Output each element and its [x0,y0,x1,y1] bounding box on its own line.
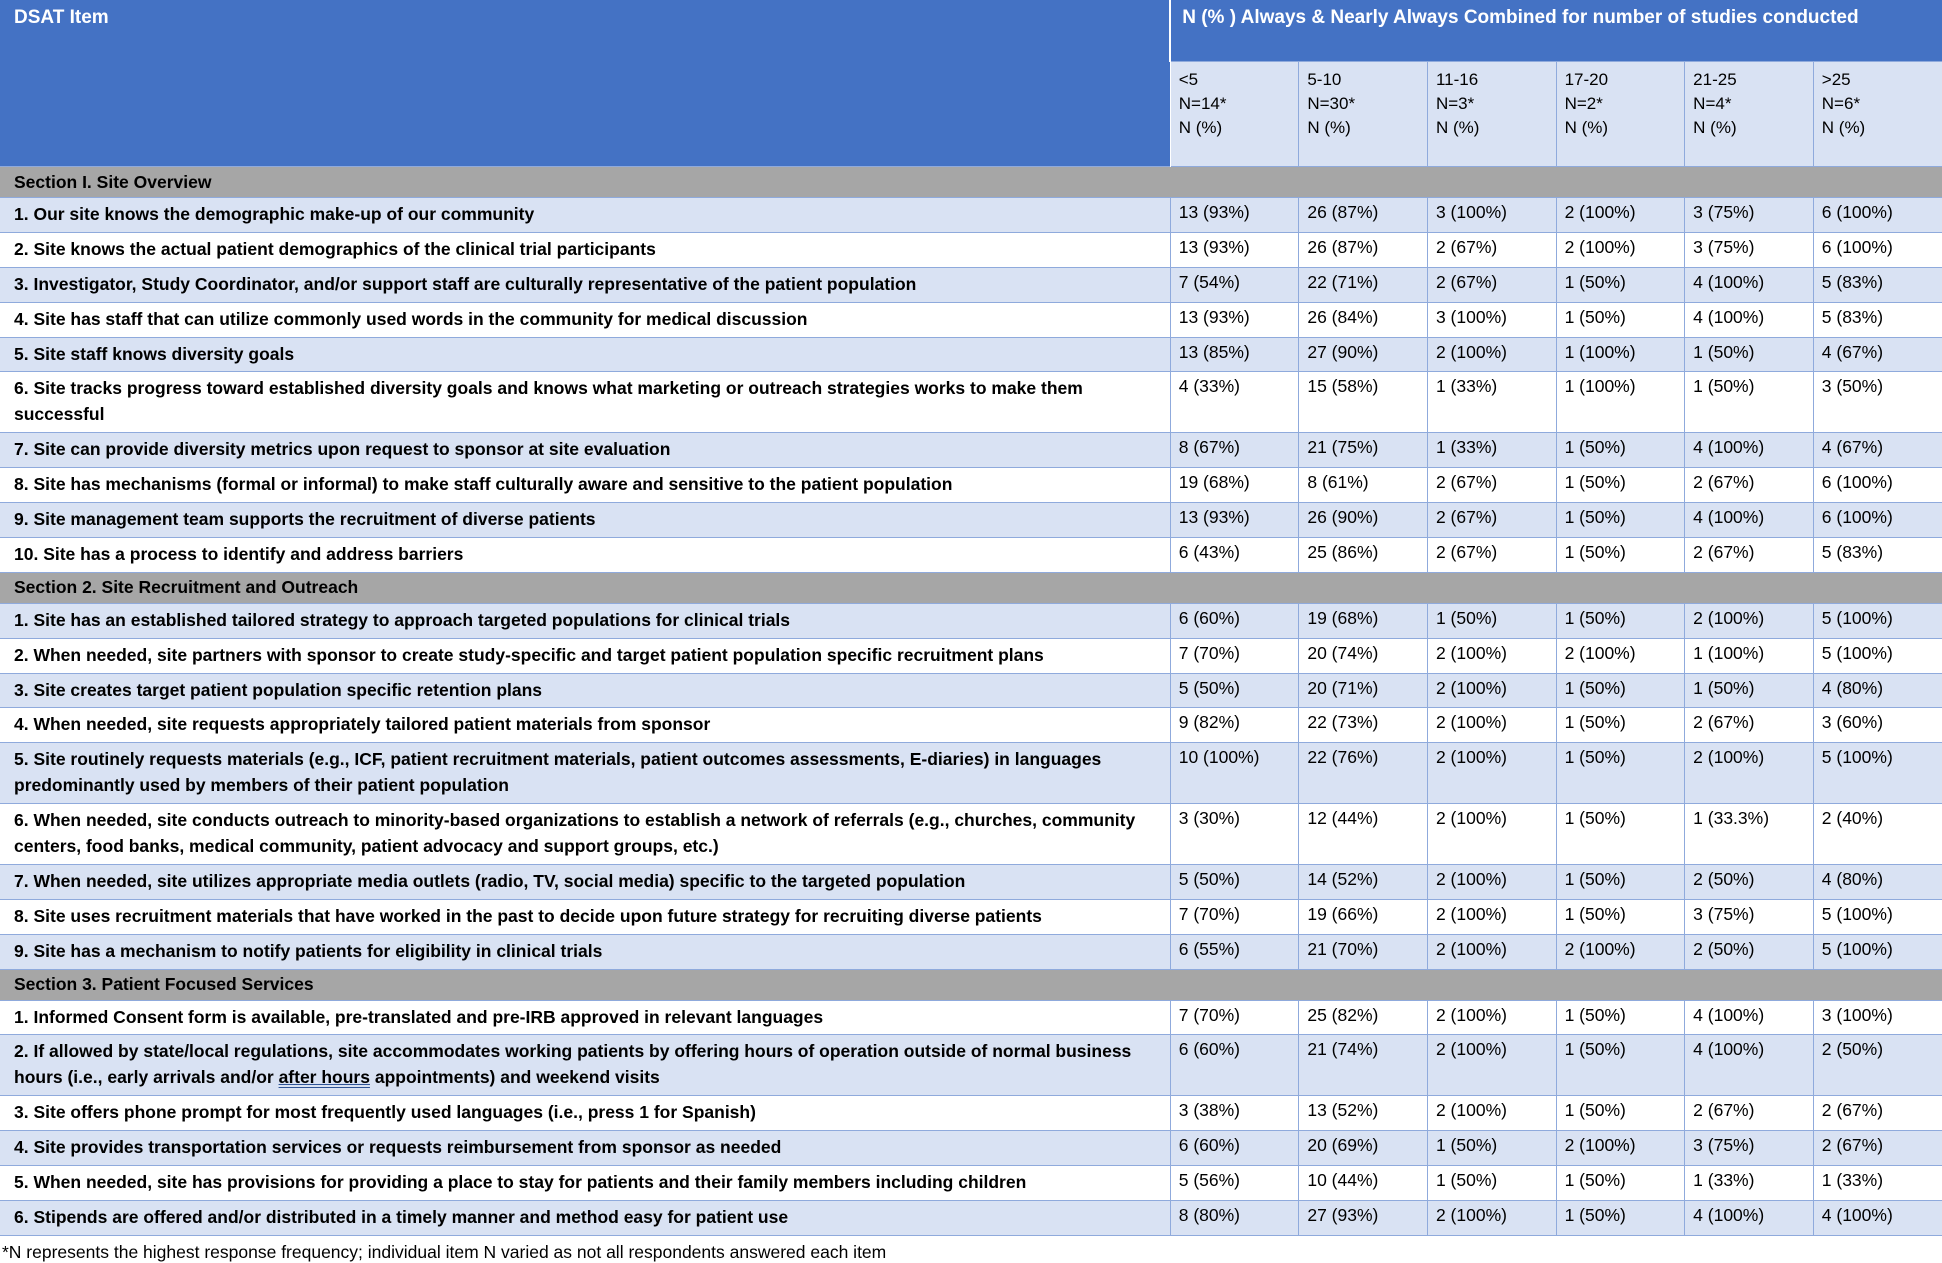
table-row [0,673,1942,708]
col-n-label: N=2* [1564,94,1603,114]
dsat-item-label: 3. Investigator, Study Coordinator, and/or support staff are culturally representative of the patient population [0,267,1170,302]
data-cell: 3 (75%) [1685,198,1814,233]
data-cell: 13 (93%) [1170,232,1299,267]
data-cell: 5 (50%) [1170,864,1299,899]
data-cell: 2 (67%) [1685,708,1814,743]
data-cell: 5 (100%) [1813,603,1942,638]
section-title: Section 3. Patient Focused Services [0,969,1170,1000]
dsat-item-label [0,1035,1170,1096]
col-range-label: <5 [1178,70,1199,89]
data-cell: 1 (100%) [1556,337,1685,372]
col-unit-label: N (%) [1693,118,1737,138]
data-cell: 19 (66%) [1299,899,1428,934]
col-n-label: N=14* [1178,94,1227,114]
data-cell: 3 (100%) [1427,302,1556,337]
data-cell: 1 (50%) [1556,468,1685,503]
data-cell: 8 (61%) [1299,468,1428,503]
after-hours-marked-text: after hours [278,1067,370,1088]
data-cell: 5 (83%) [1813,267,1942,302]
data-cell: 7 (70%) [1170,638,1299,673]
section-header-spacer [1170,167,1942,198]
data-cell: 4 (100%) [1685,267,1814,302]
data-cell: 13 (93%) [1170,198,1299,233]
item-text-pre: 2. If allowed by state/local regulations, site accommodates working patients by offering hours of operation outside of normal business hours (i.e., early arrivals and/or [14,1041,1132,1088]
col-n-label: N=4* [1693,94,1732,114]
table-row [0,934,1942,969]
data-cell: 2 (67%) [1813,1131,1942,1166]
data-cell: 2 (100%) [1427,934,1556,969]
data-cell: 1 (50%) [1556,899,1685,934]
col-n-label: N=6* [1821,94,1861,114]
data-cell: 2 (100%) [1556,198,1685,233]
data-cell: 2 (67%) [1685,1096,1814,1131]
data-cell: 19 (68%) [1299,603,1428,638]
data-cell: 1 (100%) [1685,638,1814,673]
data-cell: 3 (38%) [1170,1096,1299,1131]
data-cell: 2 (50%) [1685,864,1814,899]
table-row [0,1000,1942,1035]
table-row [0,1166,1942,1201]
table-row [0,537,1942,572]
data-cell: 4 (67%) [1813,433,1942,468]
dsat-item-label: 3. Site offers phone prompt for most frequently used languages (i.e., press 1 for Spanish) [0,1096,1170,1131]
data-cell: 1 (50%) [1556,537,1685,572]
dsat-item-label: 5. Site routinely requests materials (e.g., ICF, patient recruitment materials, patient outcomes assessments, E-diaries) in languages predominantly used by members of their patient population [0,743,1170,804]
data-cell: 3 (75%) [1685,899,1814,934]
item-text-post: appointments) and weekend visits [369,1067,660,1088]
data-cell: 4 (100%) [1685,302,1814,337]
data-cell: 10 (44%) [1299,1166,1428,1201]
dsat-item-label: 1. Our site knows the demographic make-up of our community [0,198,1170,233]
data-cell: 3 (100%) [1427,198,1556,233]
data-cell: 21 (75%) [1299,433,1428,468]
table-row [0,372,1942,433]
data-cell: 1 (50%) [1556,743,1685,804]
table-row [0,638,1942,673]
dsat-item-label: 7. When needed, site utilizes appropriate media outlets (radio, TV, social media) specific to the targeted population [0,864,1170,899]
data-cell: 20 (71%) [1299,673,1428,708]
section-header-row [0,167,1942,198]
data-cell: 1 (50%) [1427,1166,1556,1201]
dsat-item-label: 1. Informed Consent form is available, pre-translated and pre-IRB approved in relevant languages [0,1000,1170,1035]
data-cell: 1 (33%) [1427,372,1556,433]
data-cell: 2 (50%) [1685,934,1814,969]
data-cell: 2 (100%) [1427,899,1556,934]
col-unit-label: N (%) [1307,118,1351,138]
dsat-item-label: 8. Site has mechanisms (formal or informal) to make staff culturally aware and sensitive to the patient population [0,468,1170,503]
table-row [0,864,1942,899]
data-cell: 1 (50%) [1556,1200,1685,1235]
section-header-row [0,969,1942,1000]
data-cell: 1 (33%) [1685,1166,1814,1201]
table-row [0,804,1942,865]
data-cell: 27 (90%) [1299,337,1428,372]
data-cell: 5 (100%) [1813,638,1942,673]
col-range-label: 21-25 [1693,70,1737,89]
data-cell: 1 (50%) [1556,1000,1685,1035]
data-cell: 25 (86%) [1299,537,1428,572]
data-cell: 1 (50%) [1556,503,1685,538]
data-cell: 2 (100%) [1427,864,1556,899]
dsat-item-label: 3. Site creates target patient population specific retention plans [0,673,1170,708]
table-row [0,503,1942,538]
data-cell: 5 (100%) [1813,743,1942,804]
dsat-item-label: 9. Site management team supports the recruitment of diverse patients [0,503,1170,538]
dsat-item-label: 5. When needed, site has provisions for providing a place to stay for patients and their family members including children [0,1166,1170,1201]
col-unit-label: N (%) [1435,118,1480,138]
data-cell: 2 (100%) [1427,1035,1556,1096]
data-cell: 13 (93%) [1170,302,1299,337]
data-cell: 2 (100%) [1427,743,1556,804]
data-cell: 9 (82%) [1170,708,1299,743]
data-cell: 3 (75%) [1685,232,1814,267]
column-header-11-16 [1427,62,1556,167]
data-cell: 2 (100%) [1685,603,1814,638]
data-cell: 2 (100%) [1427,337,1556,372]
data-cell: 7 (70%) [1170,1000,1299,1035]
data-cell: 4 (80%) [1813,673,1942,708]
data-cell: 5 (100%) [1813,899,1942,934]
data-cell: 1 (50%) [1556,603,1685,638]
table-row [0,1131,1942,1166]
data-cell: 4 (67%) [1813,337,1942,372]
data-cell: 1 (33%) [1427,433,1556,468]
data-cell: 15 (58%) [1299,372,1428,433]
data-cell: 2 (67%) [1685,468,1814,503]
dsat-item-label: 6. Stipends are offered and/or distributed in a timely manner and method easy for patient use [0,1200,1170,1235]
data-cell: 6 (100%) [1813,198,1942,233]
data-cell: 2 (100%) [1556,638,1685,673]
table-row [0,267,1942,302]
data-cell: 6 (100%) [1813,503,1942,538]
data-cell: 6 (55%) [1170,934,1299,969]
data-cell: 4 (100%) [1685,433,1814,468]
table-row [0,1200,1942,1235]
data-cell: 1 (33%) [1813,1166,1942,1201]
data-cell: 1 (50%) [1556,673,1685,708]
data-cell: 5 (100%) [1813,934,1942,969]
data-cell: 4 (100%) [1813,1200,1942,1235]
dsat-item-label: 4. When needed, site requests appropriately tailored patient materials from sponsor [0,708,1170,743]
table-row [0,433,1942,468]
col-unit-label: N (%) [1178,118,1223,138]
data-cell: 2 (100%) [1427,804,1556,865]
column-header-5-10 [1299,62,1428,167]
data-cell: 6 (60%) [1170,1131,1299,1166]
data-cell: 2 (40%) [1813,804,1942,865]
section-header-spacer [1170,572,1942,603]
data-cell: 8 (67%) [1170,433,1299,468]
data-cell: 1 (50%) [1427,603,1556,638]
data-cell: 1 (50%) [1556,433,1685,468]
dsat-item-label: 7. Site can provide diversity metrics upon request to sponsor at site evaluation [0,433,1170,468]
data-cell: 20 (69%) [1299,1131,1428,1166]
data-cell: 13 (52%) [1299,1096,1428,1131]
data-cell: 3 (50%) [1813,372,1942,433]
column-header-gt25 [1813,62,1942,167]
dsat-item-label: 5. Site staff knows diversity goals [0,337,1170,372]
data-cell: 6 (60%) [1170,1035,1299,1096]
data-cell: 3 (100%) [1813,1000,1942,1035]
column-header-21-25 [1685,62,1814,167]
data-cell: 1 (50%) [1685,673,1814,708]
col-range-label: 11-16 [1435,70,1479,89]
data-cell: 7 (54%) [1170,267,1299,302]
column-header-dsat-item: DSAT Item [0,0,1170,167]
data-cell: 26 (87%) [1299,198,1428,233]
table-row [0,1096,1942,1131]
table-row [0,603,1942,638]
data-cell: 27 (93%) [1299,1200,1428,1235]
data-cell: 2 (67%) [1427,267,1556,302]
table-row [0,337,1942,372]
data-cell: 2 (67%) [1813,1096,1942,1131]
col-n-label: N=3* [1435,94,1475,114]
data-cell: 1 (50%) [1556,1096,1685,1131]
data-cell: 2 (100%) [1427,638,1556,673]
data-cell: 26 (84%) [1299,302,1428,337]
data-cell: 2 (100%) [1427,1096,1556,1131]
table-row [0,232,1942,267]
data-cell: 3 (75%) [1685,1131,1814,1166]
dsat-item-label: 2. When needed, site partners with sponsor to create study-specific and target patient population specific recruitment plans [0,638,1170,673]
data-cell: 1 (50%) [1556,302,1685,337]
data-cell: 3 (60%) [1813,708,1942,743]
data-cell: 13 (93%) [1170,503,1299,538]
data-cell: 2 (100%) [1556,1131,1685,1166]
data-cell: 2 (100%) [1427,673,1556,708]
dsat-item-label: 10. Site has a process to identify and address barriers [0,537,1170,572]
table-row [0,743,1942,804]
data-cell: 8 (80%) [1170,1200,1299,1235]
data-cell: 7 (70%) [1170,899,1299,934]
data-cell: 4 (100%) [1685,1000,1814,1035]
dsat-item-label: 8. Site uses recruitment materials that have worked in the past to decide upon future strategy for recruiting diverse patients [0,899,1170,934]
data-cell: 2 (100%) [1556,934,1685,969]
data-cell: 21 (74%) [1299,1035,1428,1096]
data-cell: 1 (50%) [1685,372,1814,433]
dsat-item-label: 6. Site tracks progress toward established diversity goals and knows what marketing or outreach strategies works to make them successful [0,372,1170,433]
data-cell: 6 (60%) [1170,603,1299,638]
dsat-item-label: 4. Site has staff that can utilize commonly used words in the community for medical discussion [0,302,1170,337]
data-cell: 4 (100%) [1685,1200,1814,1235]
data-cell: 5 (56%) [1170,1166,1299,1201]
column-header-lt5 [1170,62,1299,167]
data-cell: 1 (50%) [1556,708,1685,743]
section-title: Section 2. Site Recruitment and Outreach [0,572,1170,603]
data-cell: 6 (100%) [1813,232,1942,267]
data-cell: 2 (50%) [1813,1035,1942,1096]
table-row [0,302,1942,337]
table-row [0,708,1942,743]
data-cell: 1 (50%) [1556,267,1685,302]
dsat-item-label: 2. Site knows the actual patient demographics of the clinical trial participants [0,232,1170,267]
col-range-label: >25 [1821,70,1851,89]
table-header [0,0,1942,167]
data-cell: 2 (67%) [1427,537,1556,572]
data-cell: 2 (67%) [1427,468,1556,503]
data-cell: 1 (50%) [1556,1166,1685,1201]
table-row [0,1035,1942,1096]
data-cell: 2 (100%) [1556,232,1685,267]
col-n-label: N=30* [1307,94,1356,114]
data-cell: 1 (100%) [1556,372,1685,433]
data-cell: 6 (100%) [1813,468,1942,503]
section-title: Section I. Site Overview [0,167,1170,198]
column-header-group-span: N (% ) Always & Nearly Always Combined for number of studies conducted [1170,0,1942,62]
data-cell: 25 (82%) [1299,1000,1428,1035]
data-cell: 22 (76%) [1299,743,1428,804]
table-footnote: *N represents the highest response frequency; individual item N varied as not all respondents answered each item [2,1241,887,1262]
data-cell: 1 (50%) [1556,1035,1685,1096]
data-cell: 2 (100%) [1427,1000,1556,1035]
col-unit-label: N (%) [1821,118,1866,138]
col-unit-label: N (%) [1564,118,1609,138]
data-cell: 6 (43%) [1170,537,1299,572]
data-cell: 4 (100%) [1685,503,1814,538]
data-cell: 26 (90%) [1299,503,1428,538]
table-row [0,198,1942,233]
data-cell: 5 (83%) [1813,537,1942,572]
data-cell: 1 (33.3%) [1685,804,1814,865]
data-cell: 1 (50%) [1556,864,1685,899]
data-cell: 12 (44%) [1299,804,1428,865]
data-cell: 20 (74%) [1299,638,1428,673]
data-cell: 2 (100%) [1427,708,1556,743]
data-cell: 19 (68%) [1170,468,1299,503]
section-header-row [0,572,1942,603]
table-row [0,899,1942,934]
data-cell: 21 (70%) [1299,934,1428,969]
data-cell: 13 (85%) [1170,337,1299,372]
data-cell: 14 (52%) [1299,864,1428,899]
data-cell: 1 (50%) [1685,337,1814,372]
table-row [0,468,1942,503]
data-cell: 22 (71%) [1299,267,1428,302]
data-cell: 4 (33%) [1170,372,1299,433]
dsat-item-label: 1. Site has an established tailored strategy to approach targeted populations for clinical trials [0,603,1170,638]
data-cell: 2 (67%) [1685,537,1814,572]
data-cell: 5 (50%) [1170,673,1299,708]
data-cell: 22 (73%) [1299,708,1428,743]
data-cell: 2 (67%) [1427,503,1556,538]
data-cell: 2 (100%) [1685,743,1814,804]
data-cell: 1 (50%) [1427,1131,1556,1166]
data-cell: 1 (50%) [1556,804,1685,865]
dsat-item-label: 9. Site has a mechanism to notify patients for eligibility in clinical trials [0,934,1170,969]
dsat-item-label: 6. When needed, site conducts outreach to minority-based organizations to establish a network of referrals (e.g., churches, community centers, food banks, medical community, patient advocacy and support groups, etc.) [0,804,1170,865]
table-body [0,167,1942,1236]
data-cell: 5 (83%) [1813,302,1942,337]
data-cell: 2 (67%) [1427,232,1556,267]
col-range-label: 5-10 [1307,70,1342,89]
section-header-spacer [1170,969,1942,1000]
data-cell: 26 (87%) [1299,232,1428,267]
data-cell: 4 (100%) [1685,1035,1814,1096]
dsat-item-label: 4. Site provides transportation services or requests reimbursement from sponsor as needed [0,1131,1170,1166]
data-cell: 10 (100%) [1170,743,1299,804]
column-header-17-20 [1556,62,1685,167]
data-cell: 4 (80%) [1813,864,1942,899]
col-range-label: 17-20 [1564,70,1609,89]
data-cell: 2 (100%) [1427,1200,1556,1235]
data-cell: 3 (30%) [1170,804,1299,865]
